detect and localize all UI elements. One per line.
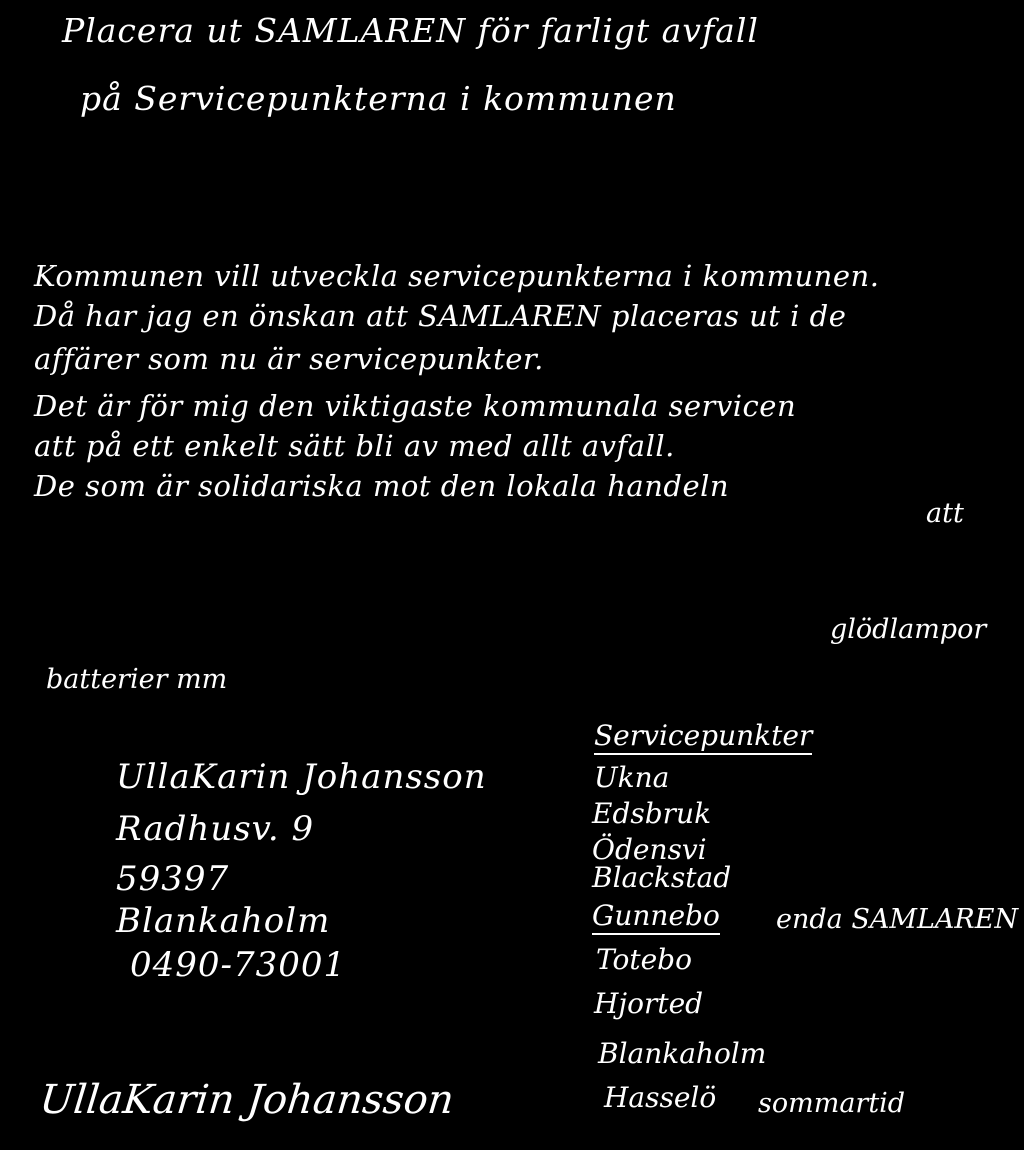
service-point-item: Hasselö (604, 1081, 717, 1114)
sender-name: UllaKarin Johansson (116, 757, 487, 797)
service-point-item: Edsbruk (592, 797, 712, 830)
service-point-item: Blankaholm (598, 1037, 767, 1070)
sender-city: Blankaholm (116, 901, 331, 941)
letter-title-line-2: på Servicepunkterna i kommunen (80, 79, 677, 118)
body-line: Det är för mig den viktigaste kommunala servicen (34, 389, 797, 423)
service-point-item: Ödensvi (592, 833, 707, 866)
service-points-heading: Servicepunkter (594, 722, 812, 755)
fragment-att: att (926, 498, 964, 529)
service-point-item: Hjorted (594, 987, 704, 1020)
service-point-item: Gunnebo (592, 902, 720, 935)
sender-street: Radhusv. 9 (116, 809, 315, 849)
body-line: Då har jag en önskan att SAMLAREN placeras ut i de (34, 299, 847, 333)
service-point-item: Blackstad (592, 861, 732, 894)
fragment-batterier: batterier mm (46, 664, 228, 695)
sender-phone: 0490-73001 (130, 945, 347, 985)
service-point-item: Ukna (594, 761, 670, 794)
body-line: De som är solidariska mot den lokala handeln (34, 469, 730, 503)
body-line: att på ett enkelt sätt bli av med allt avfall. (34, 429, 675, 463)
service-point-item: Totebo (596, 943, 692, 976)
sender-postcode: 59397 (116, 859, 230, 899)
letter-title-line-1: Placera ut SAMLAREN för farligt avfall (62, 11, 759, 50)
body-line: Kommunen vill utveckla servicepunkterna i kommunen. (34, 259, 880, 293)
gunnebo-note: enda SAMLAREN (776, 904, 1019, 935)
hasselo-note: sommartid (758, 1088, 906, 1119)
body-line: affärer som nu är servicepunkter. (34, 342, 544, 376)
fragment-glodlampor: glödlampor (830, 614, 987, 645)
handwritten-signature: UllaKarin Johansson (37, 1077, 457, 1123)
